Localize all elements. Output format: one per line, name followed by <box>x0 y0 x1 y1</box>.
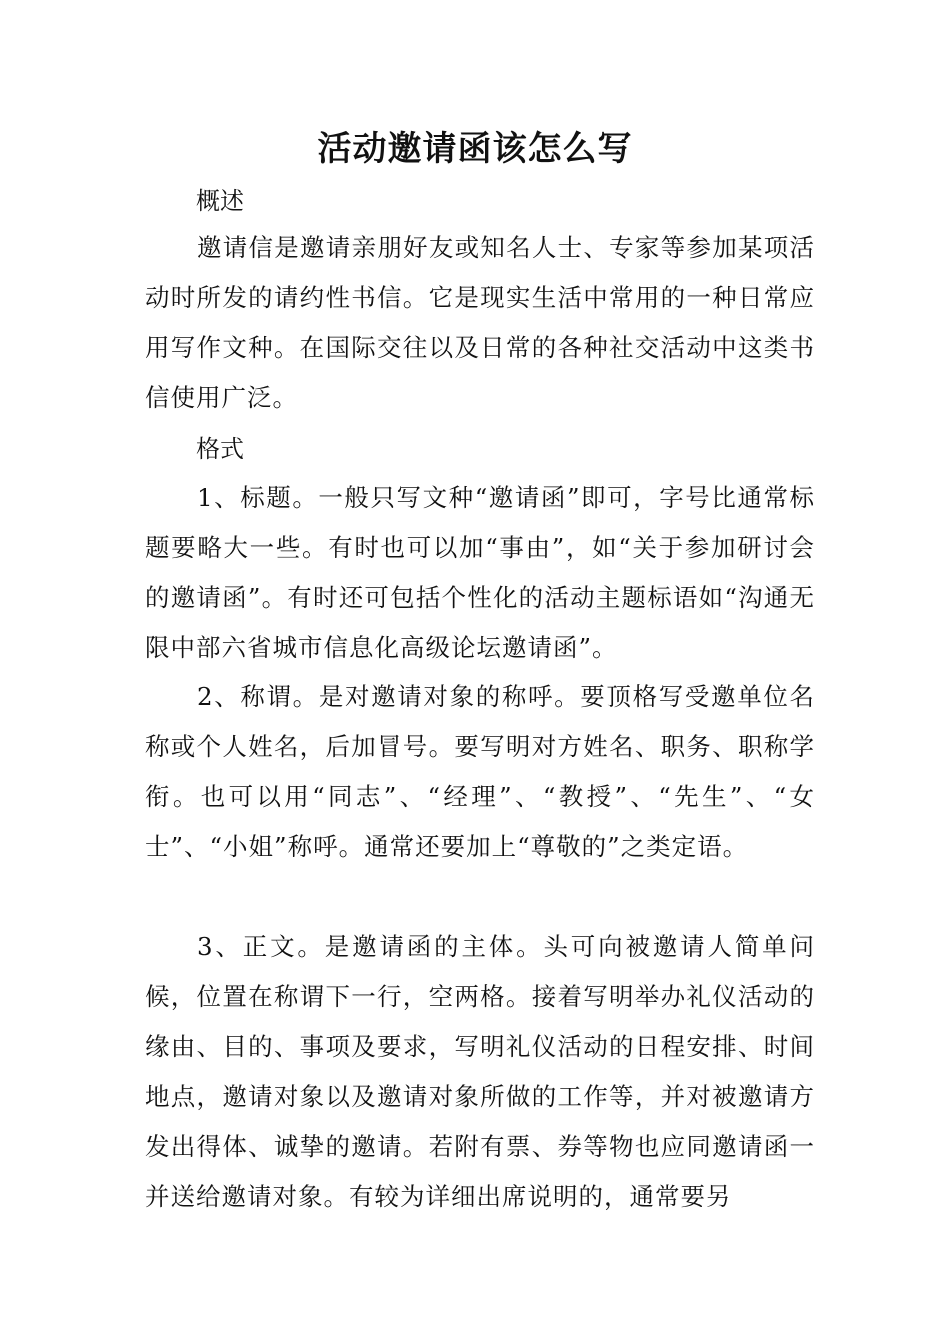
paragraph-overview: 邀请信是邀请亲朋好友或知名人士、专家等参加某项活动时所发的请约性书信。它是现实生活中常用的一种日常应用写作文种。在国际交往以及日常的各种社交活动中这类书信使用广泛。 <box>145 233 815 412</box>
paragraph-format-salutation: 2、称谓。是对邀请对象的称呼。要顶格写受邀单位名称或个人姓名，后加冒号。要写明对方姓名、职务、职称学衔。也可以用“同志”、“经理”、“教授”、“先生”、“女士”、“小姐”称呼。通常还要加上“尊敬的”之类定语。 <box>145 682 815 861</box>
document-title: 活动邀请函该怎么写 <box>317 129 633 169</box>
section-heading-format: 格式 <box>196 435 244 463</box>
section-heading-overview: 概述 <box>196 187 244 215</box>
paragraph-format-title: 1、标题。一般只写文种“邀请函”即可，字号比通常标题要略大一些。有时也可以加“事由”，如“关于参加研讨会的邀请函”。有时还可包括个性化的活动主题标语如“沟通无限中部六省城市信息化高级论坛邀请函”。 <box>145 483 815 662</box>
paragraph-format-body: 3、正文。是邀请函的主体。头可向被邀请人简单问候，位置在称谓下一行，空两格。接着写明举办礼仪活动的缘由、目的、事项及要求，写明礼仪活动的日程安排、时间地点，邀请对象以及邀请对象所做的工作等，并对被邀请方发出得体、诚挚的邀请。若附有票、券等物也应同邀请函一并送给邀请对象。有较为详细出席说明的，通常要另 <box>145 932 815 1211</box>
